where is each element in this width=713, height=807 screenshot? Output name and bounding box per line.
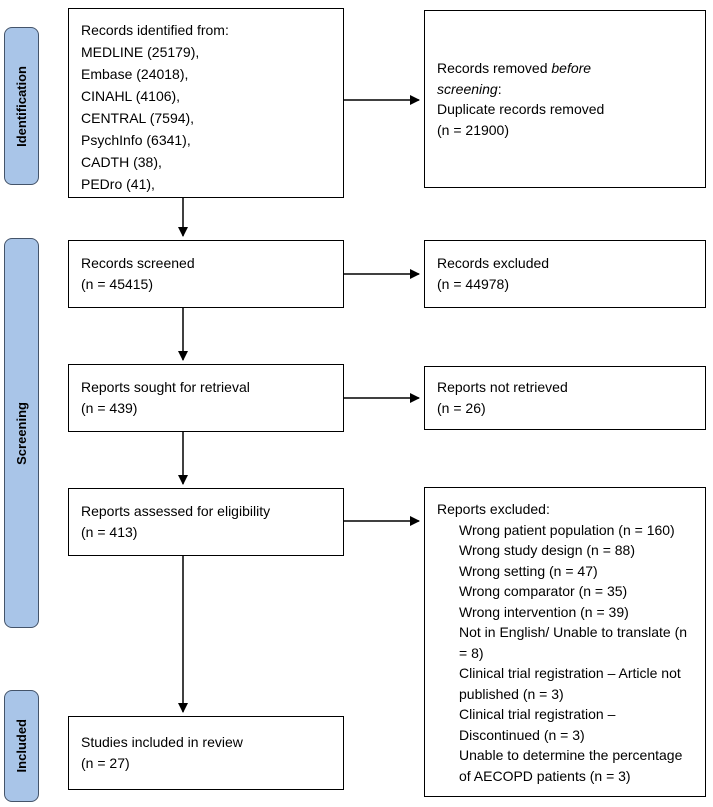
exclusion-reason: Clinical trial registration – Article not published (n = 3) bbox=[459, 665, 681, 702]
text-line: CADTH (38), bbox=[81, 154, 162, 170]
text-line: (n = 26) bbox=[437, 400, 486, 416]
stage-label-text: Screening bbox=[14, 401, 29, 465]
text-segment-italic: before bbox=[551, 60, 592, 76]
text-line: Reports excluded: bbox=[437, 501, 550, 517]
text-line: Studies included in review bbox=[81, 734, 243, 750]
text-line: (n = 27) bbox=[81, 755, 130, 771]
exclusion-reason: Clinical trial registration – Discontinued (n = 3) bbox=[459, 706, 616, 743]
exclusion-reason: Wrong intervention (n = 39) bbox=[459, 603, 629, 620]
text-line: Records screened bbox=[81, 255, 195, 271]
text-line: (n = 44978) bbox=[437, 276, 509, 292]
box-reports-sought bbox=[68, 364, 344, 432]
exclusion-reason: Wrong comparator (n = 35) bbox=[459, 583, 628, 599]
exclusion-reason: Not in English/ Unable to translate (n = 8) bbox=[459, 624, 688, 661]
box-records-excluded bbox=[424, 240, 706, 308]
text-line: Embase (24018), bbox=[81, 66, 189, 82]
exclusion-reason: Wrong patient population (n = 160) bbox=[459, 521, 675, 538]
text-line: Reports sought for retrieval bbox=[81, 379, 250, 395]
text-line: (n = 45415) bbox=[81, 276, 153, 292]
box-records-screened bbox=[68, 240, 344, 308]
box-records-identified bbox=[68, 8, 344, 198]
text-line: Records excluded bbox=[437, 255, 550, 271]
stage-label-screening bbox=[4, 238, 39, 628]
text-line: Reports assessed for eligibility bbox=[81, 503, 271, 519]
text-line: (n = 439) bbox=[81, 400, 138, 416]
text-line: PEDro (41), bbox=[81, 176, 155, 192]
text-line: Reports not retrieved bbox=[437, 379, 568, 395]
text-line bbox=[437, 79, 695, 100]
box-studies-included bbox=[68, 716, 344, 790]
exclusion-reason: Unable to determine the percentage of AECOPD patients (n = 3) bbox=[459, 747, 683, 784]
stage-label-identification bbox=[4, 27, 39, 185]
exclusion-reason: Wrong study design (n = 88) bbox=[459, 542, 636, 558]
stage-label-text: Identification bbox=[14, 65, 29, 147]
text-line: Records identified from: bbox=[81, 22, 229, 38]
text-line: PsychInfo (6341), bbox=[81, 132, 191, 148]
text-segment-italic: screening bbox=[437, 80, 498, 97]
box-records-removed bbox=[424, 10, 706, 188]
box-reports-not-retrieved bbox=[424, 366, 706, 430]
text-line: CENTRAL (7594), bbox=[81, 110, 195, 126]
text-line: CINAHL (4106), bbox=[81, 88, 181, 104]
text-line: Duplicate records removed bbox=[437, 101, 605, 117]
text-line bbox=[437, 58, 695, 79]
text-line: (n = 413) bbox=[81, 524, 138, 540]
exclusion-reason: Wrong setting (n = 47) bbox=[459, 562, 598, 579]
stage-label-included bbox=[4, 690, 39, 802]
box-reports-excluded bbox=[424, 487, 706, 797]
stage-label-text: Included bbox=[14, 719, 29, 773]
text-line: MEDLINE (25179), bbox=[81, 44, 200, 60]
text-segment: Records removed bbox=[437, 60, 552, 76]
box-reports-assessed bbox=[68, 488, 344, 556]
text-line: (n = 21900) bbox=[437, 121, 509, 138]
text-segment: : bbox=[497, 80, 502, 97]
